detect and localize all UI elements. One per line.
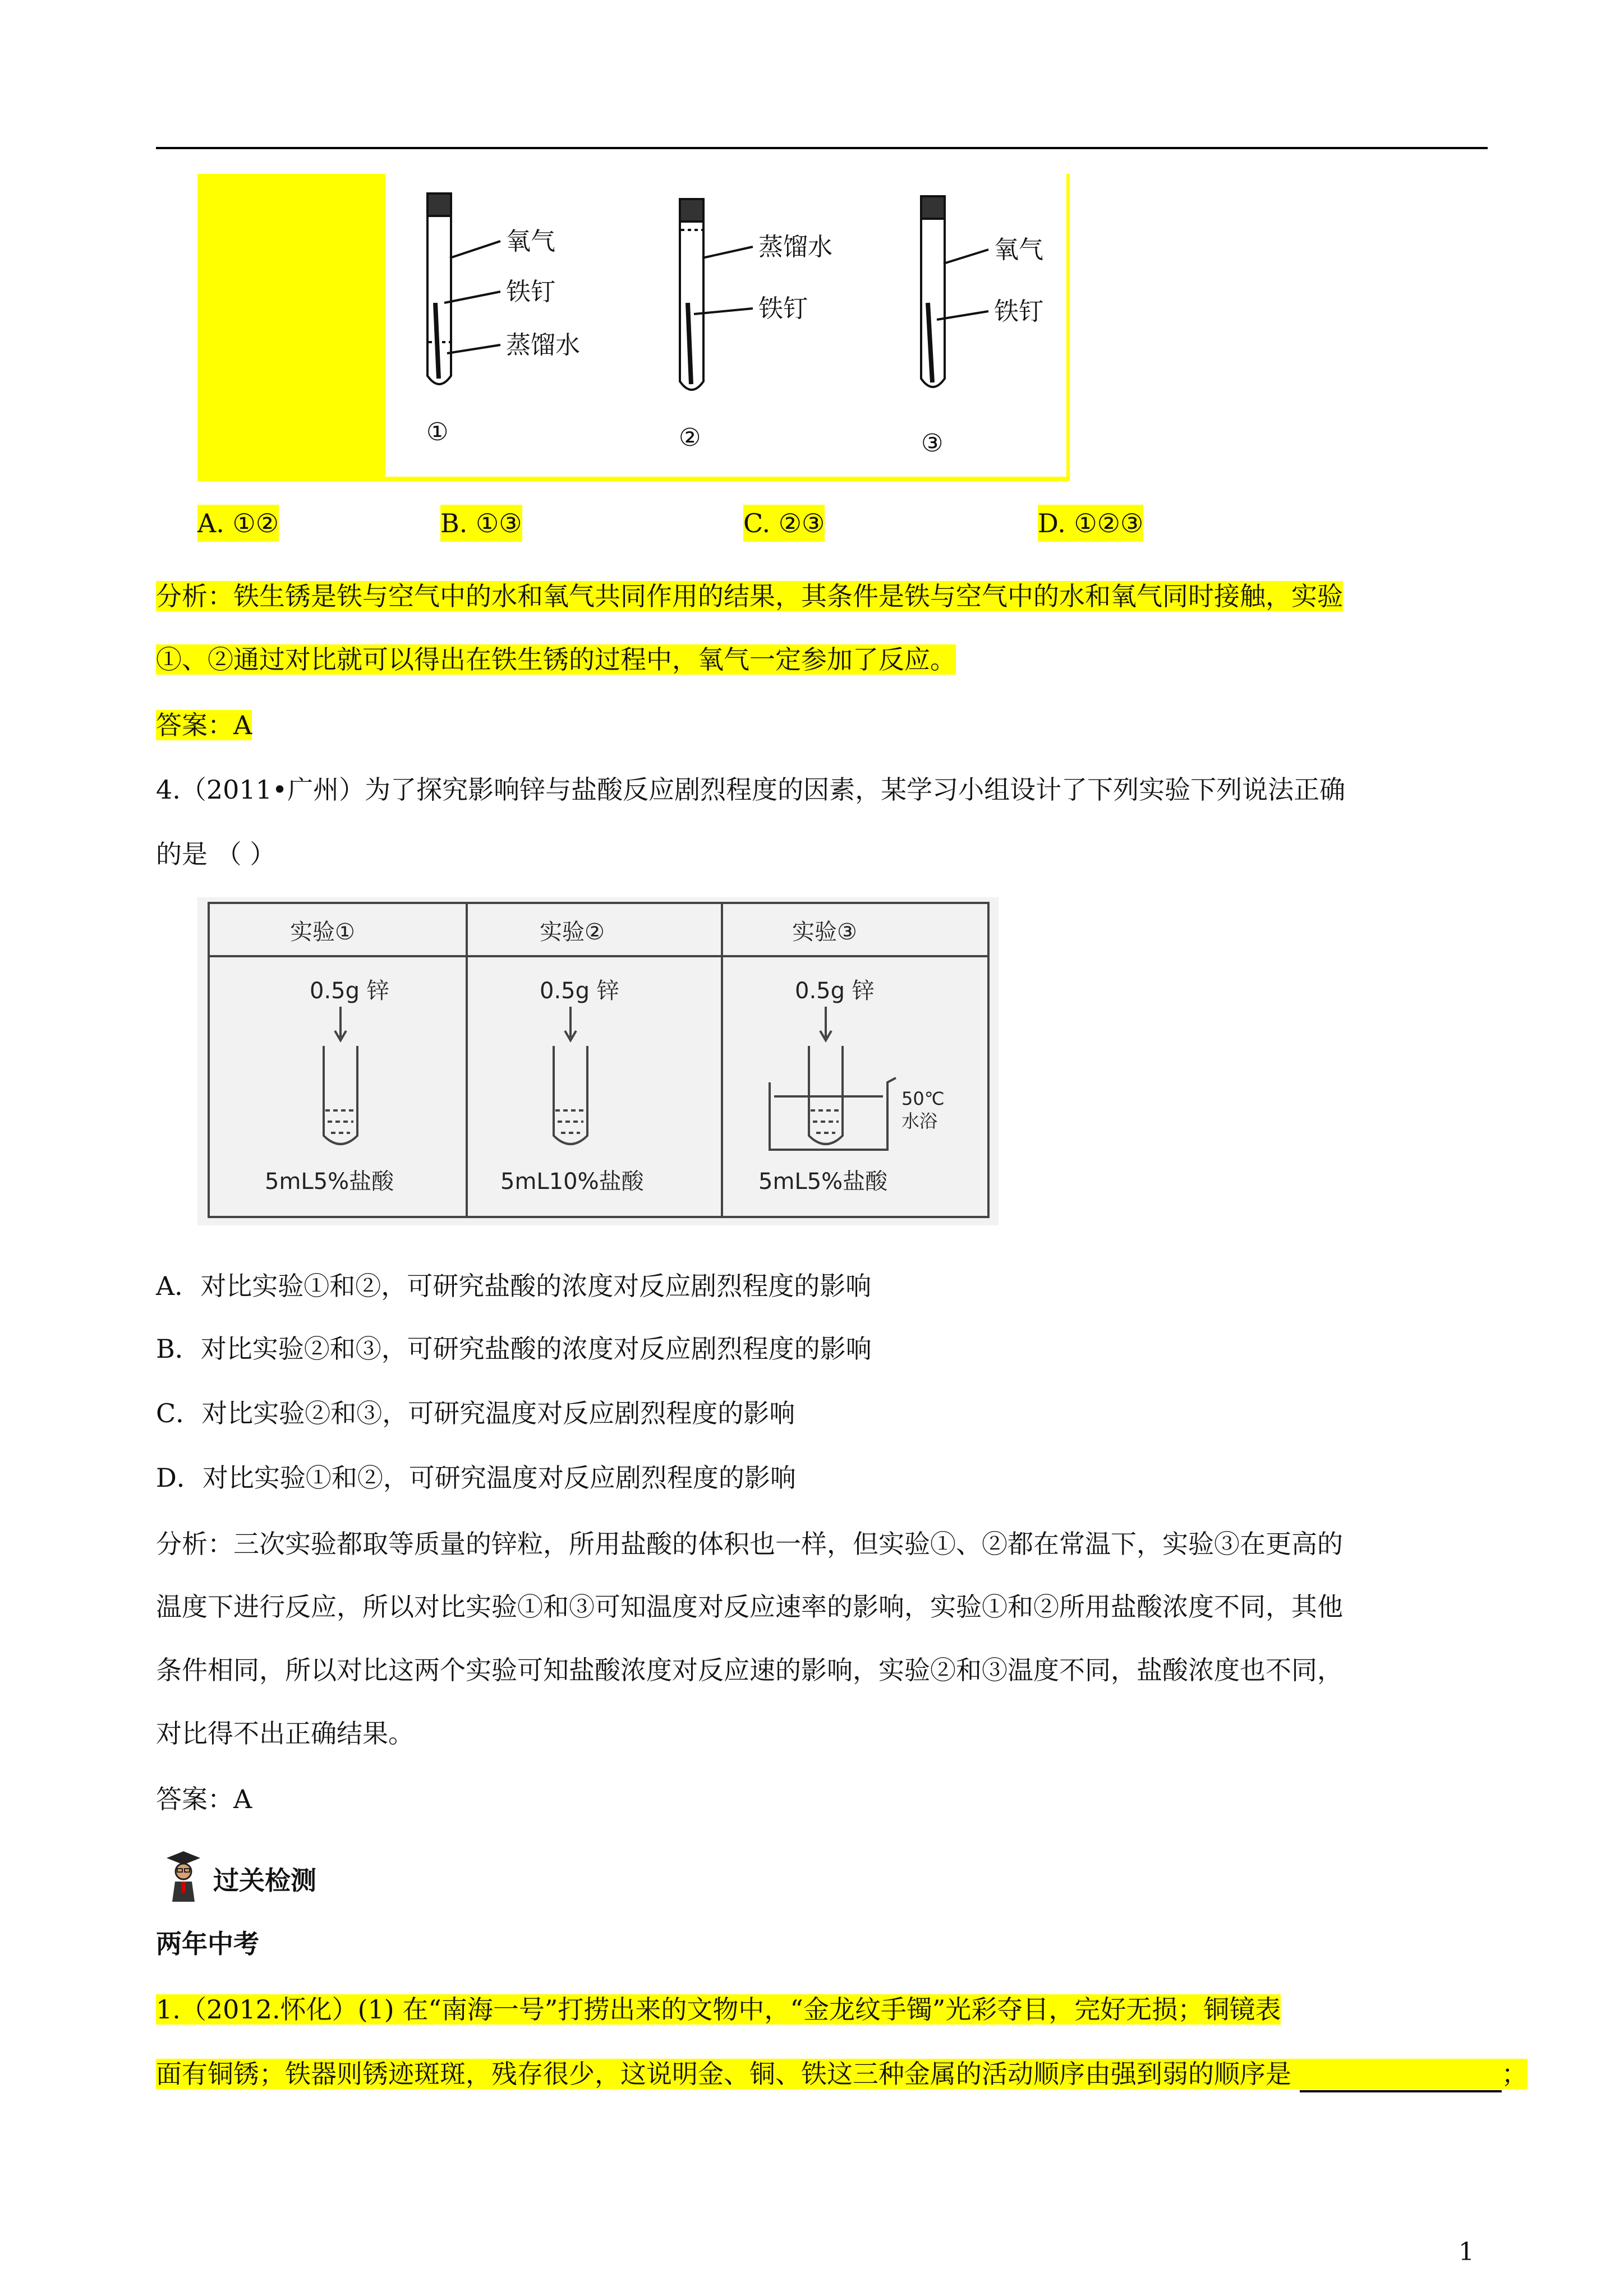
q4-option-b: B．对比实验②和③，可研究盐酸的浓度对反应剧烈程度的影响 — [156, 1334, 872, 1364]
page-number: 1 — [1459, 2238, 1474, 2266]
zinc-table-drawing — [197, 897, 999, 1225]
acid-3 — [811, 1110, 841, 1133]
pointer-water-1 — [447, 345, 500, 353]
table-header-2: 实验② — [540, 919, 605, 945]
label-water-2: 蒸馏水 — [758, 233, 832, 261]
acid-label-1: 5mL5%盐酸 — [265, 1169, 394, 1195]
pointer-oxygen-3 — [944, 250, 988, 264]
nail-3 — [928, 303, 932, 382]
q1-line1: 1.（2012.怀化）(1) 在“南海一号”打捞出来的文物中，“金龙纹手镯”光彩夺目，完好无损；铜镜表 — [156, 1994, 1281, 2025]
q4-option-d: D．对比实验①和②，可研究温度对反应剧烈程度的影响 — [156, 1463, 796, 1493]
label-oxygen-3: 氧气 — [994, 236, 1043, 264]
q4-analysis-line3: 条件相同，所以对比这两个实验可知盐酸浓度对反应速的影响，实验②和③温度不同，盐酸浓度也不同， — [156, 1655, 1343, 1685]
acid-1 — [325, 1110, 356, 1133]
test-tubes-drawing — [197, 174, 1070, 481]
label-oxygen-1: 氧气 — [506, 227, 555, 256]
acid-label-2: 5mL10%盐酸 — [500, 1169, 644, 1195]
acid-2 — [555, 1110, 586, 1133]
label-nail-3: 铁钉 — [994, 297, 1043, 326]
zinc-label-3: 0.5g 锌 — [795, 978, 875, 1004]
label-nail-2: 铁钉 — [758, 294, 808, 323]
label-water-1: 蒸馏水 — [506, 331, 580, 359]
teacher-icon — [164, 1848, 203, 1904]
answer-blank[interactable] — [1300, 2063, 1502, 2092]
zinc-tube-2 — [554, 1046, 587, 1144]
rusting-experiment-figure — [197, 174, 1070, 481]
section-title: 过关检测 — [213, 1865, 316, 1896]
q3-option-c: C. ②③ — [743, 505, 825, 542]
q4-stem-line1: 4.（2011•广州）为了探究影响锌与盐酸反应剧烈程度的因素，某学习小组设计了下列实验下列说法正确 — [156, 774, 1346, 805]
header-rule — [156, 147, 1488, 149]
zinc-tube-1 — [324, 1046, 357, 1144]
stopper-3 — [921, 196, 945, 219]
q3-analysis-line2: ①、②通过对比就可以得出在铁生锈的过程中，氧气一定参加了反应。 — [156, 644, 956, 675]
nail-2 — [688, 303, 691, 384]
table-header-3: 实验③ — [792, 919, 857, 945]
pointer-water-2 — [702, 247, 753, 258]
stopper-2 — [680, 199, 703, 222]
bath-label: 水浴 — [901, 1110, 938, 1132]
zinc-experiment-table — [197, 897, 999, 1225]
q4-option-c: C．对比实验②和③，可研究温度对反应剧烈程度的影响 — [156, 1398, 795, 1428]
q4-option-a: A．对比实验①和②，可研究盐酸的浓度对反应剧烈程度的影响 — [156, 1271, 872, 1301]
pointer-nail-1 — [444, 292, 500, 303]
zinc-label-1: 0.5g 锌 — [310, 978, 389, 1004]
zinc-label-2: 0.5g 锌 — [540, 978, 619, 1004]
q3-option-a: A. ①② — [197, 505, 279, 542]
q1-line2-end: ； — [1501, 2059, 1528, 2089]
q3-analysis-line1: 分析：铁生锈是铁与空气中的水和氧气共同作用的结果，其条件是铁与空气中的水和氧气同时接触，实验 — [156, 581, 1343, 611]
label-nail-1: 铁钉 — [506, 278, 555, 306]
q3-option-b: B. ①③ — [440, 505, 522, 542]
q3-option-d: D. ①②③ — [1038, 505, 1143, 542]
q4-answer: 答案：A — [156, 1784, 252, 1814]
water-bath-beaker — [770, 1078, 896, 1150]
tube-number-2: ② — [679, 423, 701, 452]
q3-answer: 答案：A — [156, 710, 252, 740]
pointer-oxygen-1 — [450, 241, 500, 258]
q4-analysis-line2: 温度下进行反应，所以对比实验①和③可知温度对反应速率的影响，实验①和②所用盐酸浓度不同，其他 — [156, 1592, 1343, 1622]
q1-line2: 面有铜锈；铁器则锈迹斑斑，残存很少，这说明金、铜、铁这三种金属的活动顺序由强到弱的顺序是 — [156, 2059, 1291, 2089]
q4-analysis-line1: 分析：三次实验都取等质量的锌粒，所用盐酸的体积也一样，但实验①、②都在常温下，实验③在更高的 — [156, 1529, 1343, 1559]
bath-temp-label: 50℃ — [901, 1088, 945, 1109]
q4-stem-line2: 的是 （ ） — [156, 839, 276, 869]
acid-label-3: 5mL5%盐酸 — [758, 1169, 888, 1195]
q4-analysis-line4: 对比得不出正确结果。 — [156, 1718, 414, 1749]
nail-1 — [435, 303, 439, 379]
tube-number-1: ① — [426, 418, 449, 446]
subsection-title: 两年中考 — [156, 1929, 259, 1959]
table-header-1: 实验① — [290, 919, 355, 945]
tube-number-3: ③ — [921, 429, 944, 458]
stopper-1 — [427, 193, 451, 216]
zinc-tube-3 — [809, 1046, 843, 1144]
